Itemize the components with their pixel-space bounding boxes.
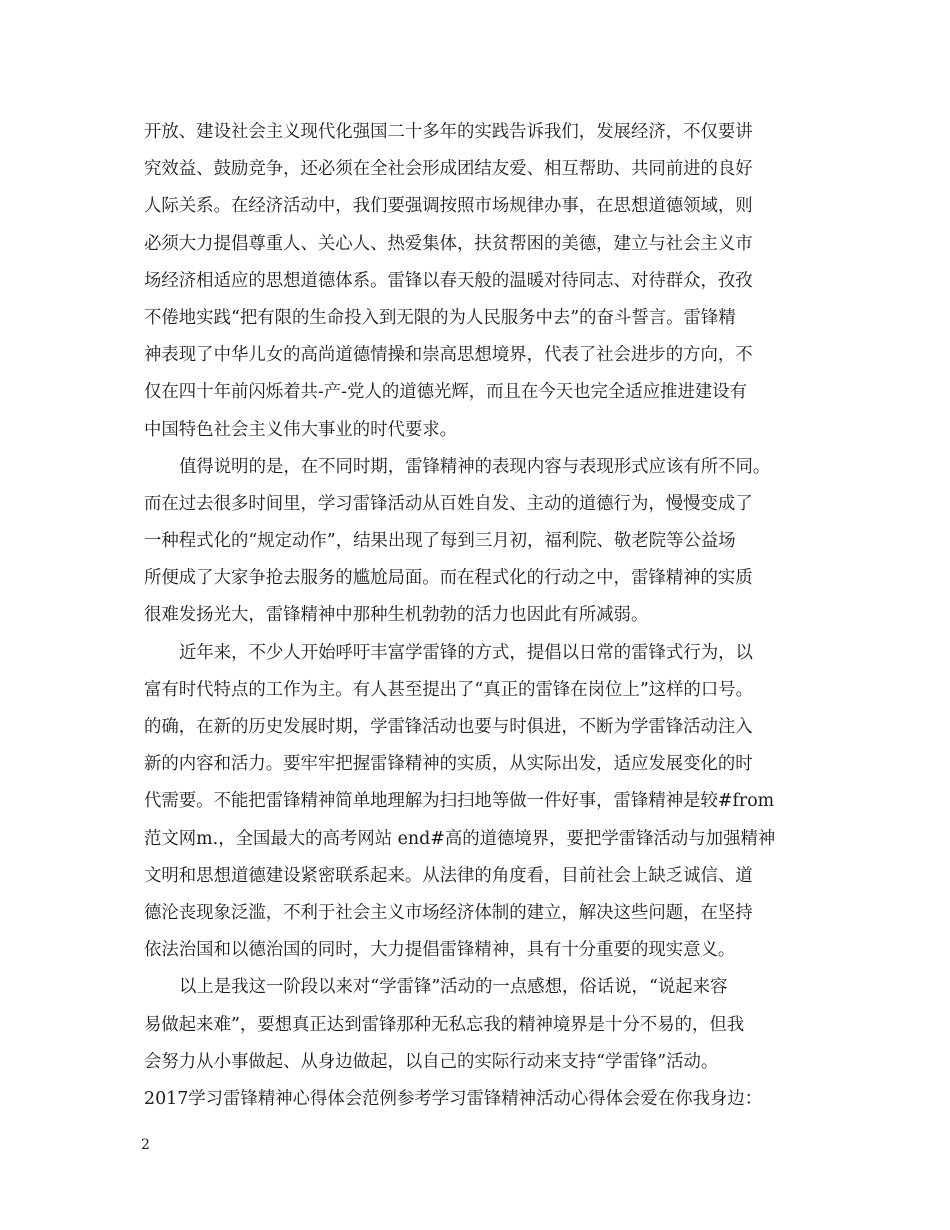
text-line: 2017学习雷锋精神心得体会范例参考学习雷锋精神活动心得体会爱在你我身边： [144, 1088, 763, 1109]
text-line: 会努力从小事做起、从身边做起，以自己的实际行动来支持“学雷锋”活动。 [144, 1051, 719, 1072]
text-line: 富有时代特点的工作为主。有人甚至提出了“真正的雷锋在岗位上”这样的口号。 [144, 679, 754, 700]
text-line: 以上是我这一阶段以来对“学雷锋”活动的一点感想，俗话说，“说起来容 [179, 977, 728, 998]
text-line: 神表现了中华儿女的高尚道德情操和崇高思想境界，代表了社会进步的方向，不 [144, 345, 753, 366]
text-line: 中国特色社会主义伟大事业的时代要求。 [144, 419, 458, 440]
text-line: 而在过去很多时间里，学习雷锋活动从百姓自发、主动的道德行为，慢慢变成了 [144, 493, 753, 514]
text-line: 值得说明的是，在不同时期，雷锋精神的表现内容与表现形式应该有所不同。 [179, 456, 771, 477]
text-line: 近年来，不少人开始呼吁丰富学雷锋的方式，提倡以日常的雷锋式行为，以 [179, 642, 753, 663]
text-line: 的确，在新的历史发展时期，学雷锋活动也要与时俱进，不断为学雷锋活动注入 [144, 717, 753, 737]
text-line: 一种程式化的“规定动作”，结果出现了每到三月初，福利院、敬老院等公益场 [144, 531, 736, 552]
text-line: 易做起来难”，要想真正达到雷锋那种无私忘我的精神境界是十分不易的，但我 [144, 1014, 745, 1035]
text-line: 依法治国和以德治国的同时，大力提倡雷锋精神，具有十分重要的现实意义。 [144, 940, 736, 961]
page-number: 2 [141, 1137, 150, 1153]
text-line: 代需要。不能把雷锋精神简单地理解为扫扫地等做一件好事，雷锋精神是较#from [144, 791, 775, 812]
text-line: 必须大力提倡尊重人、关心人、热爱集体，扶贫帮困的美德，建立与社会主义市 [144, 233, 753, 254]
text-line: 新的内容和活力。要牢牢把握雷锋精神的实质，从实际出发，适应发展变化的时 [144, 754, 753, 775]
text-line: 所便成了大家争抢去服务的尴尬局面。而在程式化的行动之中，雷锋精神的实质 [144, 568, 753, 589]
text-line: 很难发扬光大，雷锋精神中那种生机勃勃的活力也因此有所减弱。 [144, 605, 649, 626]
text-line: 范文网m.，全国最大的高考网站 end#高的道德境界，要把学雷锋活动与加强精神 [144, 828, 776, 849]
text-line: 究效益、鼓励竞争，还必须在全社会形成团结友爱、相互帮助、共同前进的良好 [144, 159, 753, 180]
text-line: 文明和思想道德建设紧密联系起来。从法律的角度看，目前社会上缺乏诚信、道 [144, 865, 753, 886]
text-line: 德沦丧现象泛滥，不利于社会主义市场经济体制的建立，解决这些问题，在坚持 [144, 902, 753, 923]
text-line: 人际关系。在经济活动中，我们要强调按照市场规律办事，在思想道德领域，则 [144, 196, 753, 217]
text-line: 仅在四十年前闪烁着共-产-党人的道德光辉，而且在今天也完全适应推进建设有 [144, 382, 748, 403]
body-text [144, 114, 814, 1118]
text-line: 开放、建设社会主义现代化强国二十多年的实践告诉我们，发展经济，不仅要讲 [144, 122, 753, 142]
text-line: 场经济相适应的思想道德体系。雷锋以春天般的温暖对待同志、对待群众，孜孜 [144, 270, 753, 291]
text-line: 不倦地实践“把有限的生命投入到无限的为人民服务中去”的奋斗誓言。雷锋精 [144, 307, 736, 328]
